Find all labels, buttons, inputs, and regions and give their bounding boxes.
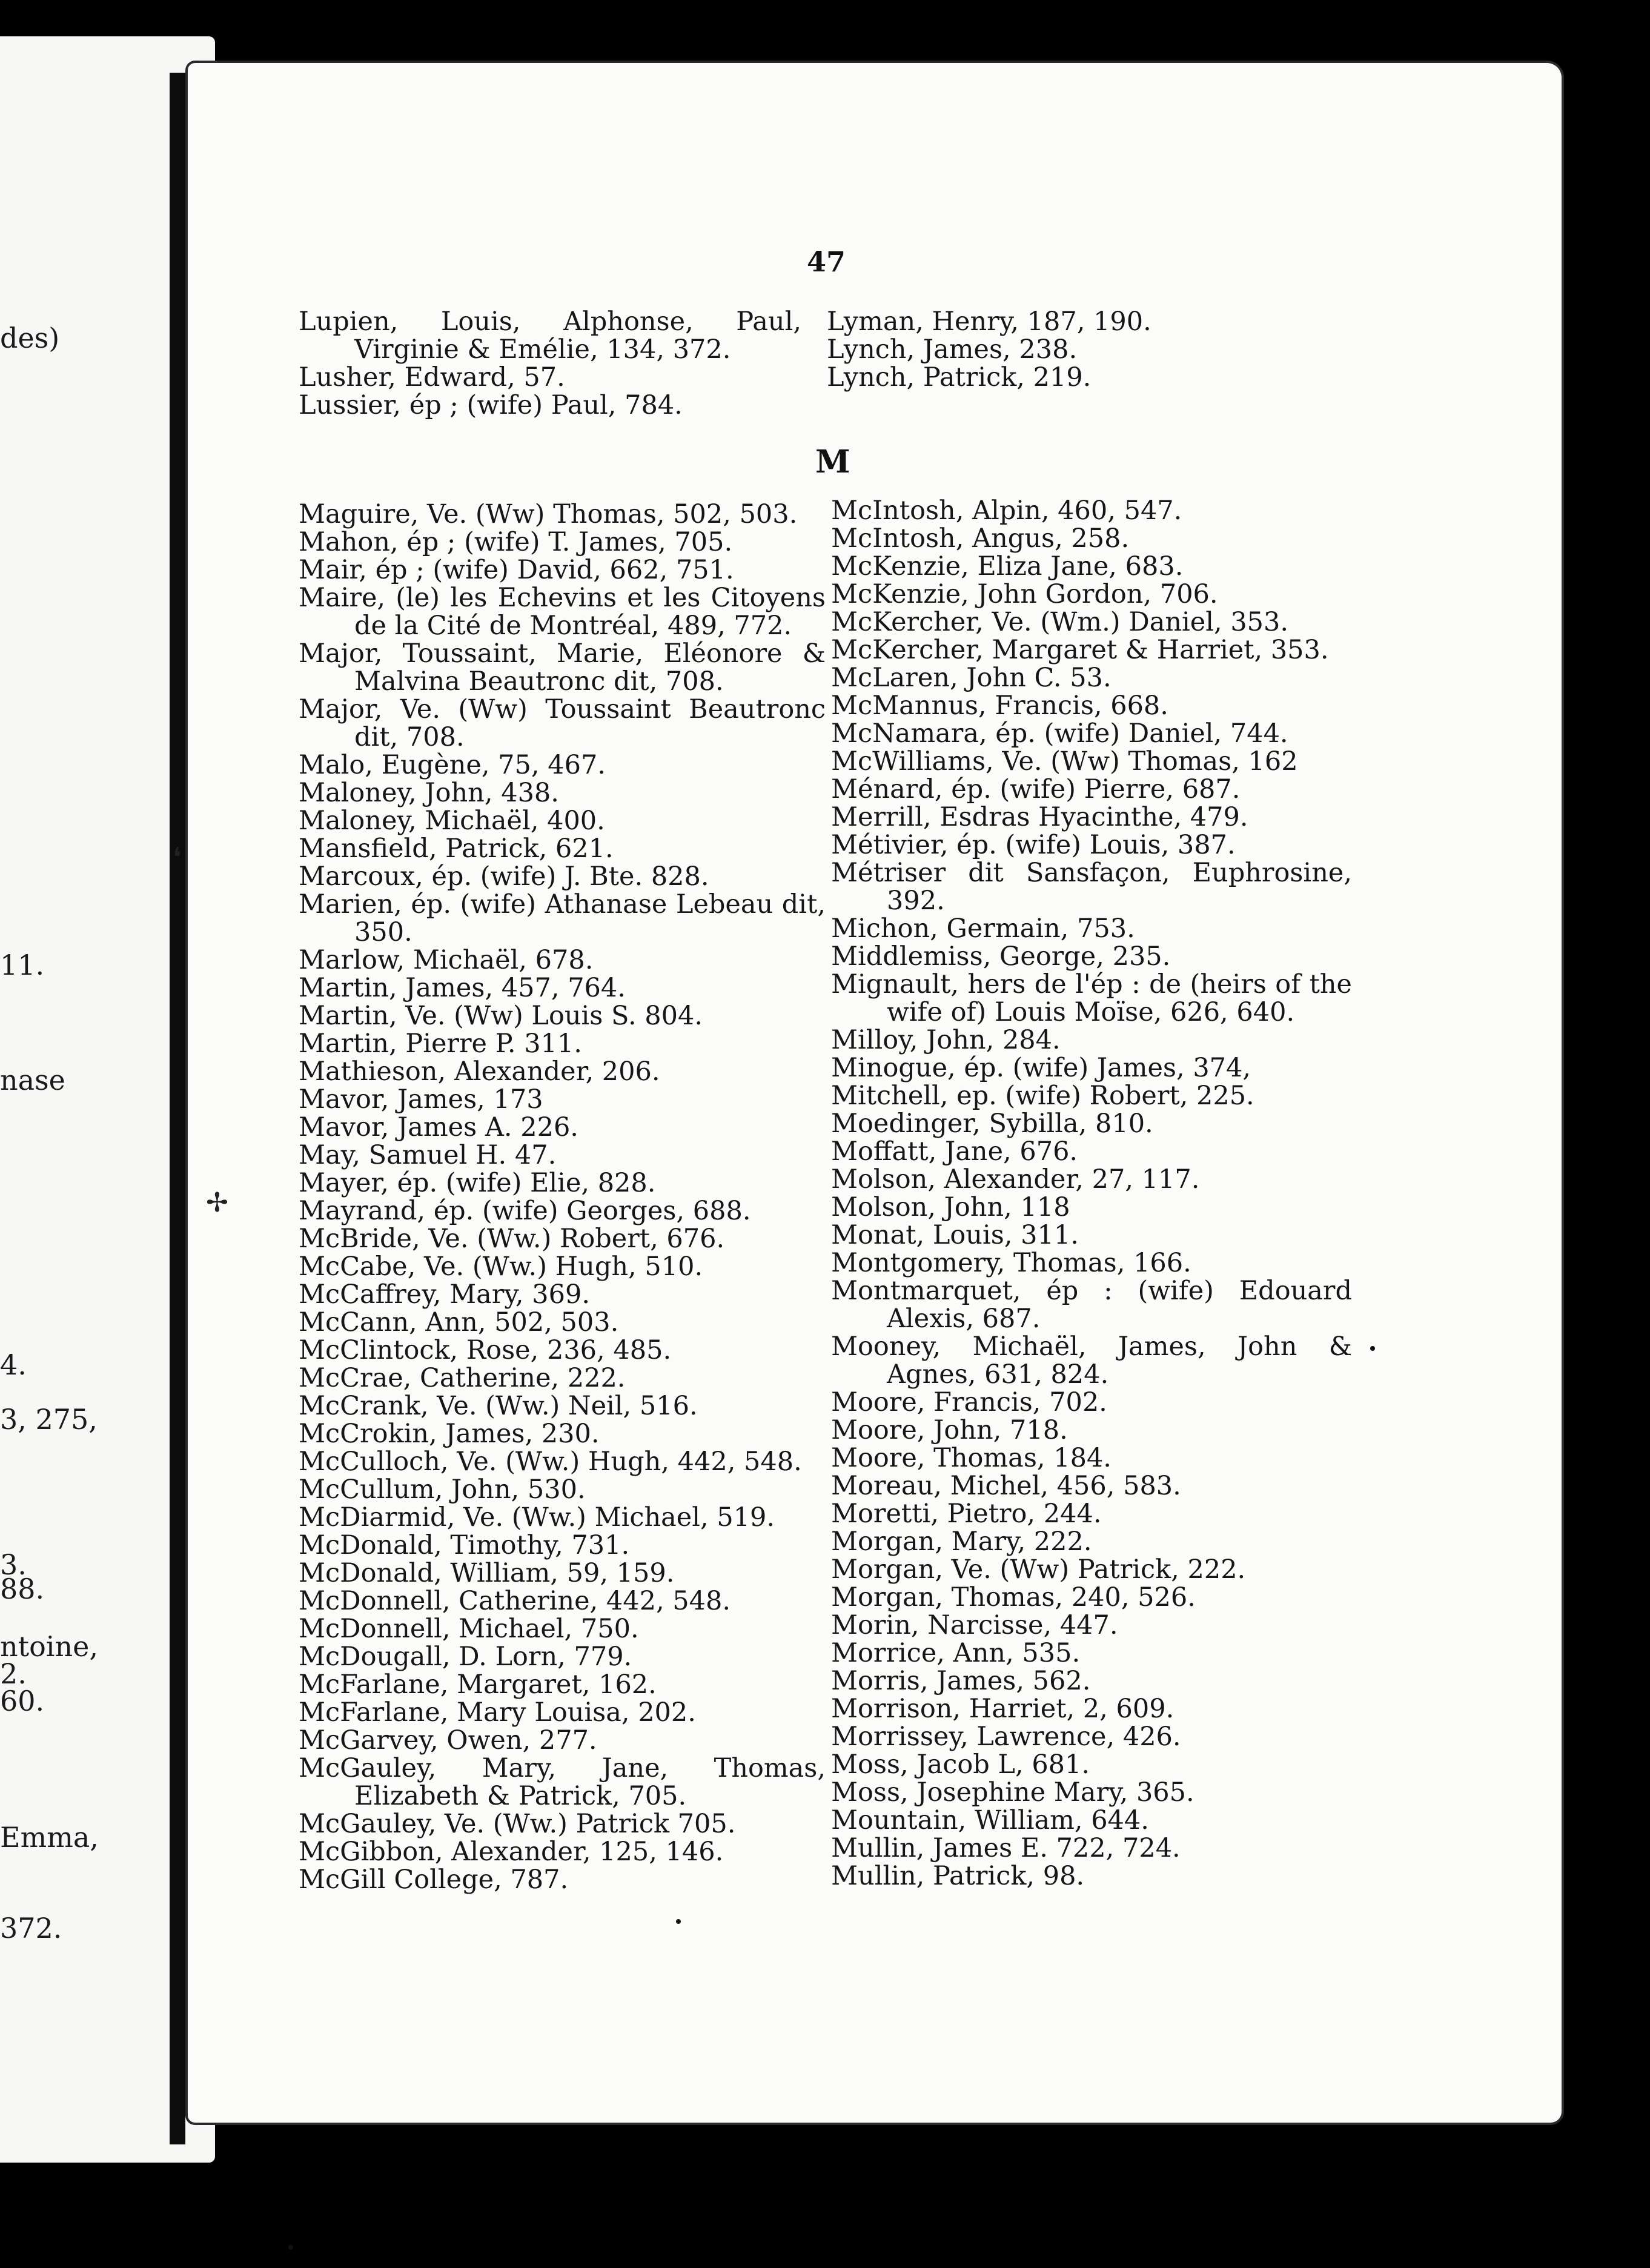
index-entry: Moore, Francis, 702.: [831, 1387, 1107, 1418]
index-entry: Moretti, Pietro, 244.: [831, 1499, 1102, 1529]
index-entry: Lynch, Patrick, 219.: [827, 362, 1092, 393]
index-entry: Mair, ép ; (wife) David, 662, 751.: [299, 555, 734, 585]
index-entry: Moedinger, Sybilla, 810.: [831, 1109, 1153, 1139]
index-entry: Morin, Narcisse, 447.: [831, 1610, 1118, 1640]
index-entry: Morris, James, 562.: [831, 1666, 1091, 1696]
index-entry: Ménard, ép. (wife) Pierre, 687.: [831, 774, 1241, 804]
index-entry: McGauley, Ve. (Ww.) Patrick 705.: [299, 1809, 736, 1839]
index-entry: Malo, Eugène, 75, 467.: [299, 750, 606, 780]
index-entry: Martin, James, 457, 764.: [299, 973, 626, 1003]
index-entry: McGibbon, Alexander, 125, 146.: [299, 1837, 724, 1867]
index-entry: McFarlane, Margaret, 162.: [299, 1669, 657, 1700]
index-entry: Major, Ve. (Ww) Toussaint Beautronc dit, 708.: [299, 694, 826, 752]
index-entry: Maire, (le) les Echevins et les Citoyens de la Cité de Montréal, 489, 772.: [299, 583, 826, 641]
left-page-text-fragment: 11.: [0, 949, 45, 981]
index-entry: McDonald, Timothy, 731.: [299, 1530, 630, 1560]
index-entry: Monat, Louis, 311.: [831, 1220, 1079, 1250]
index-entry: McDonnell, Catherine, 442, 548.: [299, 1586, 731, 1616]
index-entry: Mayrand, ép. (wife) Georges, 688.: [299, 1196, 751, 1226]
index-entry: Marien, ép. (wife) Athanase Lebeau dit, 350.: [299, 889, 826, 947]
index-entry: Morrissey, Lawrence, 426.: [831, 1722, 1181, 1752]
index-entry: McBride, Ve. (Ww.) Robert, 676.: [299, 1224, 725, 1254]
index-entry: Moore, John, 718.: [831, 1415, 1068, 1445]
index-entry: McCrank, Ve. (Ww.) Neil, 516.: [299, 1391, 698, 1421]
index-entry: Mullin, Patrick, 98.: [831, 1861, 1085, 1891]
index-entry: McIntosh, Alpin, 460, 547.: [831, 496, 1182, 526]
left-page-text-fragment: 88.: [0, 1573, 45, 1605]
book-gutter: [170, 73, 185, 2144]
left-page-text-fragment: 4.: [0, 1348, 27, 1381]
index-entry: Major, Toussaint, Marie, Eléonore & Malvina Beautronc dit, 708.: [299, 638, 826, 697]
index-entry: Marcoux, ép. (wife) J. Bte. 828.: [299, 861, 709, 892]
index-column-top-left: [299, 308, 801, 419]
index-entry: Lyman, Henry, 187, 190.: [827, 307, 1151, 337]
index-entry: McDonald, William, 59, 159.: [299, 1558, 675, 1588]
left-page-text-fragment: ntoine,: [0, 1630, 98, 1663]
index-entry: McLaren, John C. 53.: [831, 663, 1112, 693]
index-entry: McDougall, D. Lorn, 779.: [299, 1642, 632, 1672]
index-entry: McDiarmid, Ve. (Ww.) Michael, 519.: [299, 1502, 775, 1533]
index-entry: McFarlane, Mary Louisa, 202.: [299, 1697, 696, 1728]
index-entry: Molson, Alexander, 27, 117.: [831, 1164, 1200, 1195]
index-entry: Molson, John, 118: [831, 1192, 1070, 1222]
index-entry: McDonnell, Michael, 750.: [299, 1614, 639, 1644]
index-entry: Mullin, James E. 722, 724.: [831, 1833, 1181, 1863]
ink-speck: [288, 2245, 293, 2250]
index-entry: Mathieson, Alexander, 206.: [299, 1056, 660, 1087]
index-entry: Martin, Pierre P. 311.: [299, 1029, 582, 1059]
index-entry: Moffatt, Jane, 676.: [831, 1136, 1078, 1167]
index-entry: McMannus, Francis, 668.: [831, 691, 1168, 721]
left-page-text-fragment: 3, 275,: [0, 1403, 98, 1436]
index-entry: Montmarquet, ép : (wife) Edouard Alexis, 687.: [831, 1276, 1352, 1334]
index-entry: Michon, Germain, 753.: [831, 913, 1135, 944]
index-entry: Mayer, ép. (wife) Elie, 828.: [299, 1168, 656, 1198]
index-entry: McGill College, 787.: [299, 1865, 569, 1895]
index-entry: McIntosh, Angus, 258.: [831, 523, 1130, 554]
index-entry: Merrill, Esdras Hyacinthe, 479.: [831, 802, 1248, 832]
index-entry: Mavor, James A. 226.: [299, 1112, 578, 1142]
index-entry: Milloy, John, 284.: [831, 1025, 1061, 1055]
left-page-text-fragment: des): [0, 322, 60, 354]
index-entry: McKercher, Ve. (Wm.) Daniel, 353.: [831, 607, 1289, 637]
index-entry: McCabe, Ve. (Ww.) Hugh, 510.: [299, 1252, 703, 1282]
index-entry: Lusher, Edward, 57.: [299, 362, 565, 393]
index-entry: Marlow, Michaël, 678.: [299, 945, 594, 975]
index-entry: Métriser dit Sansfaçon, Euphrosine, 392.: [831, 858, 1352, 916]
index-entry: McNamara, ép. (wife) Daniel, 744.: [831, 718, 1288, 749]
index-entry: Métivier, ép. (wife) Louis, 387.: [831, 830, 1236, 860]
index-entry: Mignault, hers de l'ép : de (heirs of the wife of) Louis Moïse, 626, 640.: [831, 969, 1352, 1027]
index-entry: Mooney, Michaël, James, John & Agnes, 631, 824.: [831, 1331, 1352, 1390]
index-entry: McGarvey, Owen, 277.: [299, 1725, 597, 1756]
left-page-text-fragment: 372.: [0, 1912, 62, 1945]
left-page-text-fragment: 3.: [0, 1548, 27, 1581]
left-page-text-fragment: nase: [0, 1064, 65, 1096]
index-entry: McCullum, John, 530.: [299, 1474, 586, 1505]
index-entry: Middlemiss, George, 235.: [831, 941, 1171, 972]
index-entry: Maguire, Ve. (Ww) Thomas, 502, 503.: [299, 499, 798, 529]
index-entry: McClintock, Rose, 236, 485.: [299, 1335, 672, 1365]
ink-speck: [1370, 1346, 1375, 1351]
index-entry: Mountain, William, 644.: [831, 1805, 1149, 1835]
index-entry: Moreau, Michel, 456, 583.: [831, 1471, 1181, 1501]
index-entry: Morgan, Ve. (Ww) Patrick, 222.: [831, 1554, 1246, 1585]
index-entry: Martin, Ve. (Ww) Louis S. 804.: [299, 1001, 703, 1031]
page-blemish-mark: ❛: [173, 842, 182, 873]
left-page-text-fragment: Emma,: [0, 1821, 99, 1854]
index-entry: McWilliams, Ve. (Ww) Thomas, 162: [831, 746, 1298, 777]
index-entry: McCrae, Catherine, 222.: [299, 1363, 626, 1393]
index-entry: May, Samuel H. 47.: [299, 1140, 557, 1170]
index-entry: Maloney, Michaël, 400.: [299, 806, 605, 836]
index-entry: McCaffrey, Mary, 369.: [299, 1279, 590, 1310]
index-entry: Mitchell, ep. (wife) Robert, 225.: [831, 1081, 1254, 1111]
index-entry: Morgan, Thomas, 240, 526.: [831, 1582, 1196, 1613]
index-entry: McKercher, Margaret & Harriet, 353.: [831, 635, 1329, 665]
index-entry: McCulloch, Ve. (Ww.) Hugh, 442, 548.: [299, 1447, 802, 1477]
index-entry: McKenzie, John Gordon, 706.: [831, 579, 1218, 609]
index-entry: Morrison, Harriet, 2, 609.: [831, 1694, 1175, 1724]
index-entry: Moss, Jacob L, 681.: [831, 1749, 1090, 1780]
index-entry: Morgan, Mary, 222.: [831, 1527, 1092, 1557]
index-entry: Mavor, James, 173: [299, 1084, 543, 1115]
index-entry: Mahon, ép ; (wife) T. James, 705.: [299, 527, 733, 557]
index-entry: Mansfield, Patrick, 621.: [299, 834, 614, 864]
index-entry: Moss, Josephine Mary, 365.: [831, 1777, 1194, 1808]
index-entry: Lynch, James, 238.: [827, 334, 1078, 365]
index-entry: Minogue, ép. (wife) James, 374,: [831, 1053, 1251, 1083]
index-column-right: [831, 497, 1352, 1890]
index-entry: Maloney, John, 438.: [299, 778, 559, 808]
index-entry: McCrokin, James, 230.: [299, 1419, 600, 1449]
page-blemish-mark: ✢: [206, 1187, 228, 1218]
index-entry: McGauley, Mary, Jane, Thomas, Elizabeth & Patrick, 705.: [299, 1753, 826, 1811]
section-heading-letter: M: [815, 443, 850, 480]
index-entry: Lussier, ép ; (wife) Paul, 784.: [299, 390, 683, 420]
index-column-top-right: [827, 308, 1348, 391]
index-entry: Lupien, Louis, Alphonse, Paul, Virginie & Emélie, 134, 372.: [299, 307, 801, 365]
left-page-text-fragment: 2.: [0, 1657, 27, 1690]
index-entry: Montgomery, Thomas, 166.: [831, 1248, 1191, 1278]
index-entry: Morrice, Ann, 535.: [831, 1638, 1081, 1668]
left-page-text-fragment: 60.: [0, 1685, 45, 1717]
page-number: 47: [806, 245, 846, 278]
ink-speck: [676, 1919, 681, 1924]
index-entry: McCann, Ann, 502, 503.: [299, 1307, 619, 1338]
index-entry: Moore, Thomas, 184.: [831, 1443, 1112, 1473]
index-column-left: [299, 500, 826, 1894]
index-entry: McKenzie, Eliza Jane, 683.: [831, 551, 1184, 582]
